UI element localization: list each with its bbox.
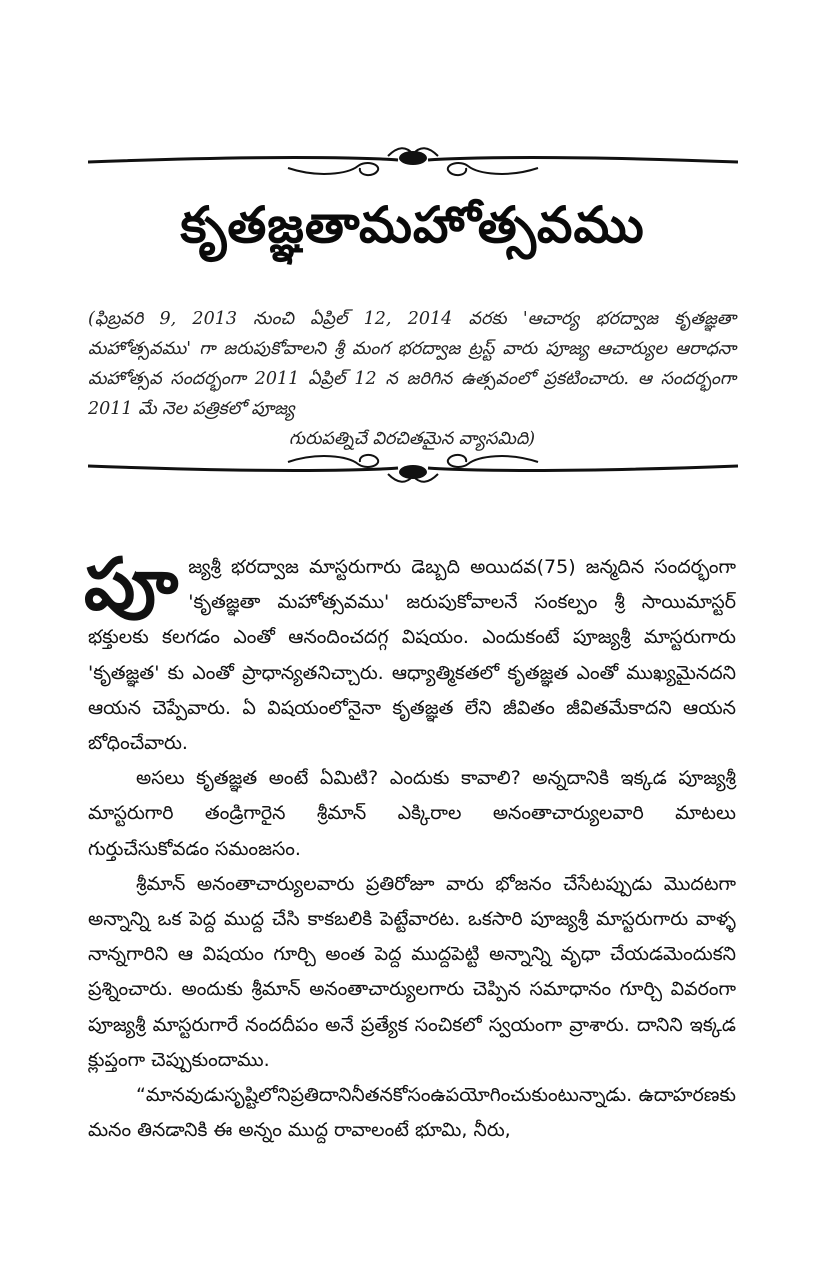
drop-cap: పూ: [84, 542, 179, 626]
intro-text: (ఫిబ్రవరి 9, 2013 నుంచి ఏప్రిల్ 12, 2014 వరకు 'ఆచార్య భరద్వాజ కృతజ్ఞతా మహోత్సవము' గా జరుపుకోవాలని శ్రీ మంగ భరద్వాజ ట్రస్ట్ వారు పూజ్య ఆచార్యుల ఆరాధనా మహోత్సవ సందర్భంగా 2011 ఏప్రిల్ 12 న జరిగిన ఉత్సవంలో ప్రకటించారు. ఆ సందర్భంగా 2011 మే నెల పత్రికలో పూజ్య: [88, 309, 736, 419]
ornamental-divider-bottom: [88, 452, 738, 492]
page-title: కృతజ్ఞతామహోత్సవము: [180, 196, 645, 254]
scroll-ornament-icon: [88, 452, 738, 492]
ornamental-divider-top: [88, 138, 738, 178]
paragraph-2: అసలు కృతజ్ఞత అంటే ఏమిటి? ఎందుకు కావాలి? అన్నదానికి ఇక్కడ పూజ్యశ్రీ మాస్టరుగారి తండ్రిగారైన శ్రీమాన్ ఎక్కిరాల అనంతాచార్యులవారి మాటలు గుర్తుచేసుకోవడం సమంజసం.: [88, 767, 736, 860]
article-body: [84, 542, 736, 1148]
paragraph-1: [84, 542, 736, 761]
paragraph-1-text: జ్యశ్రీ భరద్వాజ మాస్టరుగారు డెబ్బది అయిదవ(75) జన్మదిన సందర్భంగా 'కృతజ్ఞతా మహోత్సవము' జరుపుకోవాలనే సంకల్పం శ్రీ సాయిమాస్టర్ భక్తులకు కలగడం ఎంతో ఆనందించదగ్గ విషయం. ఎందుకంటే పూజ్యశ్రీ మాస్టరుగారు 'కృతజ్ఞత' కు ఎంతో ప్రాధాన్యతనిచ్చారు. ఆధ్యాత్మికతలో కృతజ్ఞత ఎంతో ముఖ్యమైనదని ఆయన చెప్పేవారు. ఏ విషయంలోనైనా కృతజ్ఞత లేని జీవితం జీవితమేకాదని ఆయన బోధించేవారు.: [88, 556, 736, 755]
scroll-ornament-icon: [88, 138, 738, 178]
intro-note: [88, 304, 736, 454]
paragraph-4: “మానవుడుసృష్టిలోనిప్రతిదానినీతనకోసంఉపయోగించుకుంటున్నాడు. ఉదాహరణకు మనం తినడానికి ఈ అన్నం ముద్ద రావాలంటే భూమి, నీరు,: [88, 1084, 736, 1142]
paragraph-3: శ్రీమాన్ అనంతాచార్యులవారు ప్రతిరోజూ వారు భోజనం చేసేటప్పుడు మొదటగా అన్నాన్ని ఒక పెద్ద ముద్ద చేసి కాకబలికి పెట్టేవారట. ఒకసారి పూజ్యశ్రీ మాస్టరుగారు వాళ్ళ నాన్నగారిని ఆ విషయం గూర్చి అంత పెద్ద ముద్దపెట్టి అన్నాన్ని వృధా చేయడమెందుకని ప్రశ్నించారు. అందుకు శ్రీమాన్ అనంతాచార్యులగారు చెప్పిన సమాధానం గూర్చి వివరంగా పూజ్యశ్రీ మాస్టరుగారే నందదీపం అనే ప్రత్యేక సంచికలో స్వయంగా వ్రాశారు. దానిని ఇక్కడ క్లుప్తంగా చెప్పుకుందాము.: [88, 872, 736, 1071]
intro-last-line: గురుపత్నిచే విరచితమైన వ్యాసమిది): [288, 429, 536, 449]
